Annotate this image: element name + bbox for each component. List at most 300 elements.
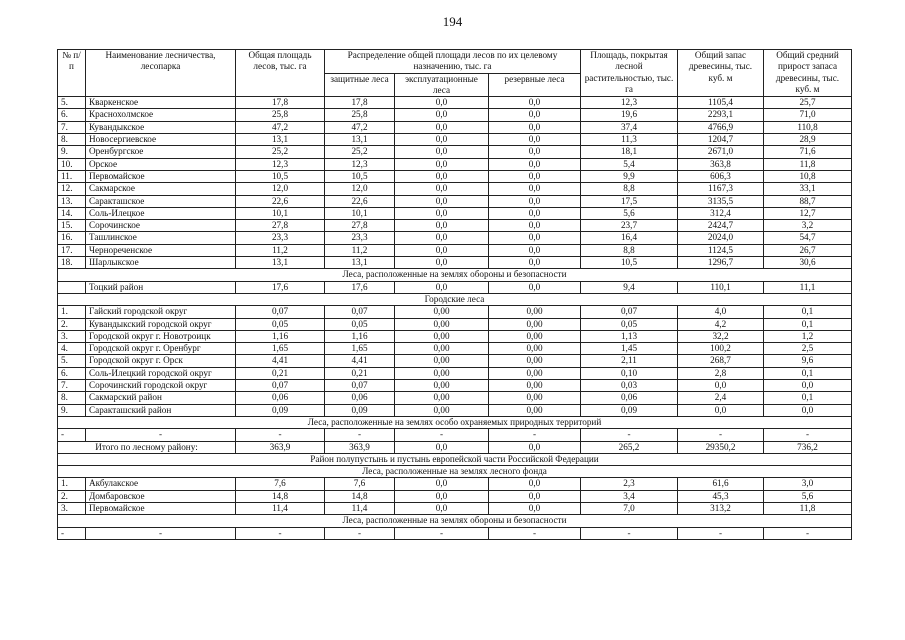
row-value: 25,7	[764, 97, 852, 109]
header-vegetation-area: Площадь, покрытая лесной растительностью, тыс. га	[581, 50, 678, 97]
table-row	[58, 97, 852, 109]
row-number: 14.	[58, 207, 86, 219]
row-value: 0,0	[489, 502, 581, 514]
row-number: 13.	[58, 195, 86, 207]
row-value: 0,0	[489, 146, 581, 158]
row-value: 0,0	[395, 183, 489, 195]
row-value: 363,8	[678, 158, 764, 170]
row-value: 0,0	[489, 170, 581, 182]
row-value: 0,00	[395, 330, 489, 342]
row-value: 1,13	[581, 330, 678, 342]
row-number: 18.	[58, 257, 86, 269]
row-name: Кваркенское	[86, 97, 236, 109]
table-row	[58, 183, 852, 195]
row-value: 10,5	[325, 170, 395, 182]
row-value: 25,2	[325, 146, 395, 158]
row-value: 0,07	[325, 380, 395, 392]
row-name: Соль-Илецкое	[86, 207, 236, 219]
row-value: 0,09	[325, 404, 395, 416]
row-number: -	[58, 429, 86, 441]
total-cell: 0,0	[395, 441, 489, 453]
section-row	[58, 293, 852, 305]
row-value: -	[678, 429, 764, 441]
row-value: 12,0	[236, 183, 325, 195]
row-name: Городской округ г. Оренбург	[86, 343, 236, 355]
row-value: 25,8	[236, 109, 325, 121]
row-value: 0,1	[764, 306, 852, 318]
row-value: 37,4	[581, 121, 678, 133]
row-value: 11,4	[236, 502, 325, 514]
row-value: 10,8	[764, 170, 852, 182]
row-value: 0,0	[489, 134, 581, 146]
row-value: 0,0	[395, 257, 489, 269]
table-row	[58, 429, 852, 441]
row-number: 9.	[58, 404, 86, 416]
row-value: 0,05	[581, 318, 678, 330]
row-number: 16.	[58, 232, 86, 244]
row-value: 0,1	[764, 367, 852, 379]
table-row	[58, 392, 852, 404]
row-value: 0,0	[395, 195, 489, 207]
row-value: 0,00	[395, 343, 489, 355]
row-value: 88,7	[764, 195, 852, 207]
row-number: 17.	[58, 244, 86, 256]
row-value: 10,5	[236, 170, 325, 182]
row-value: 0,00	[395, 367, 489, 379]
row-value: 61,6	[678, 478, 764, 490]
row-name: Сорочинский городской округ	[86, 380, 236, 392]
row-value: 0,00	[395, 306, 489, 318]
row-value: 8,8	[581, 244, 678, 256]
row-name: -	[86, 527, 236, 539]
row-value: 312,4	[678, 207, 764, 219]
header-distribution: Распределение общей площади лесов по их целевому назначению, тыс. га	[325, 50, 581, 74]
row-value: 0,1	[764, 318, 852, 330]
table-row	[58, 380, 852, 392]
row-value: 7,0	[581, 502, 678, 514]
table-row	[58, 490, 852, 502]
row-name: Кувандыкский городской округ	[86, 318, 236, 330]
row-value: 0,06	[236, 392, 325, 404]
table-row	[58, 343, 852, 355]
row-value: 9,9	[581, 170, 678, 182]
row-value: 0,0	[678, 404, 764, 416]
table-row	[58, 244, 852, 256]
row-name: Соль-Илецкий городской округ	[86, 367, 236, 379]
row-value: 268,7	[678, 355, 764, 367]
row-value: 110,1	[678, 281, 764, 293]
row-number: 15.	[58, 220, 86, 232]
table-row	[58, 527, 852, 539]
row-value: 0,0	[395, 502, 489, 514]
row-value: 1,65	[325, 343, 395, 355]
row-value: 17,8	[325, 97, 395, 109]
row-value: 23,7	[581, 220, 678, 232]
row-number: 9.	[58, 146, 86, 158]
row-value: 10,5	[581, 257, 678, 269]
row-value: 54,7	[764, 232, 852, 244]
row-value: 14,8	[325, 490, 395, 502]
row-value: 0,07	[236, 306, 325, 318]
table-row	[58, 404, 852, 416]
row-value: 0,06	[325, 392, 395, 404]
row-value: 12,0	[325, 183, 395, 195]
row-number: 12.	[58, 183, 86, 195]
header-no: № п/п	[58, 50, 86, 97]
row-value: -	[489, 429, 581, 441]
row-number: 4.	[58, 343, 86, 355]
row-value: 2,3	[581, 478, 678, 490]
row-name: Новосергиевское	[86, 134, 236, 146]
row-value: 4,41	[236, 355, 325, 367]
row-value: 0,0	[395, 478, 489, 490]
row-name: Гайский городской округ	[86, 306, 236, 318]
row-value: 13,1	[236, 134, 325, 146]
row-value: 0,0	[678, 380, 764, 392]
row-value: -	[581, 429, 678, 441]
row-value: 0,0	[395, 109, 489, 121]
total-cell: 0,0	[489, 441, 581, 453]
row-value: 47,2	[236, 121, 325, 133]
row-value: 0,0	[489, 121, 581, 133]
row-value: 17,6	[325, 281, 395, 293]
row-value: 3,2	[764, 220, 852, 232]
row-name: Сакмарское	[86, 183, 236, 195]
total-cell: 29350,2	[678, 441, 764, 453]
row-value: 0,0	[489, 195, 581, 207]
row-value: 1105,4	[678, 97, 764, 109]
row-name: Кувандыкское	[86, 121, 236, 133]
row-value: 1167,3	[678, 183, 764, 195]
row-value: 0,00	[489, 330, 581, 342]
row-name: Чернореченское	[86, 244, 236, 256]
row-value: 0,0	[395, 121, 489, 133]
row-name: Саракташский район	[86, 404, 236, 416]
row-value: 11,1	[764, 281, 852, 293]
row-number: -	[58, 527, 86, 539]
row-number: 6.	[58, 109, 86, 121]
row-value: 0,1	[764, 392, 852, 404]
row-value: 110,8	[764, 121, 852, 133]
row-name: Ташлинское	[86, 232, 236, 244]
row-value: 0,07	[581, 306, 678, 318]
table-row	[58, 502, 852, 514]
row-name: Сорочинское	[86, 220, 236, 232]
row-value: 47,2	[325, 121, 395, 133]
row-name: Саракташское	[86, 195, 236, 207]
header-avg-growth: Общий средний прирост запаса древесины, тыс. куб. м	[764, 50, 852, 97]
row-value: 0,00	[489, 343, 581, 355]
header-reserve: резервные леса	[489, 73, 581, 97]
row-value: 1,2	[764, 330, 852, 342]
row-value: 27,8	[325, 220, 395, 232]
row-value: 100,2	[678, 343, 764, 355]
table-row	[58, 170, 852, 182]
row-value: 0,0	[395, 281, 489, 293]
row-value: 2671,0	[678, 146, 764, 158]
row-value: 0,0	[489, 478, 581, 490]
row-value: 2293,1	[678, 109, 764, 121]
table-row	[58, 220, 852, 232]
row-value: 1,45	[581, 343, 678, 355]
row-value: 26,7	[764, 244, 852, 256]
row-number: 2.	[58, 318, 86, 330]
row-number: 10.	[58, 158, 86, 170]
row-value: 0,06	[581, 392, 678, 404]
row-value: 0,0	[489, 109, 581, 121]
row-name: Шарлыкское	[86, 257, 236, 269]
row-value: 0,21	[325, 367, 395, 379]
section-row	[58, 453, 852, 465]
row-value: 19,6	[581, 109, 678, 121]
row-value: 0,0	[395, 134, 489, 146]
row-value: 7,6	[325, 478, 395, 490]
row-value: -	[489, 527, 581, 539]
row-name: Акбулакское	[86, 478, 236, 490]
row-value: 1204,7	[678, 134, 764, 146]
row-value: -	[325, 429, 395, 441]
row-value: 0,00	[395, 318, 489, 330]
row-value: 12,3	[325, 158, 395, 170]
row-value: 2,4	[678, 392, 764, 404]
row-value: 0,00	[489, 318, 581, 330]
row-value: 0,0	[395, 207, 489, 219]
row-name: Орское	[86, 158, 236, 170]
row-value: 71,6	[764, 146, 852, 158]
row-value: 0,0	[489, 158, 581, 170]
table-row	[58, 367, 852, 379]
table-row	[58, 195, 852, 207]
row-value: 4,41	[325, 355, 395, 367]
row-value: 0,0	[395, 158, 489, 170]
row-name: Первомайское	[86, 170, 236, 182]
total-row	[58, 441, 852, 453]
row-value: 13,1	[236, 257, 325, 269]
row-value: 1124,5	[678, 244, 764, 256]
table-body	[58, 97, 852, 540]
row-number: 3.	[58, 330, 86, 342]
row-value: 0,0	[489, 232, 581, 244]
row-number: 7.	[58, 121, 86, 133]
row-value: 0,05	[236, 318, 325, 330]
header-protective: защитные леса	[325, 73, 395, 97]
row-value: 0,0	[395, 220, 489, 232]
section-title: Леса, расположенные на землях обороны и безопасности	[58, 269, 852, 281]
row-value: 0,0	[395, 244, 489, 256]
row-value: 25,2	[236, 146, 325, 158]
row-value: 7,6	[236, 478, 325, 490]
row-value: 22,6	[325, 195, 395, 207]
row-value: 30,6	[764, 257, 852, 269]
row-number: 5.	[58, 97, 86, 109]
row-value: 0,00	[489, 392, 581, 404]
row-number: 2.	[58, 490, 86, 502]
row-value: 0,07	[236, 380, 325, 392]
row-value: -	[325, 527, 395, 539]
row-name: Оренбургское	[86, 146, 236, 158]
row-value: 0,0	[395, 170, 489, 182]
row-number: 8.	[58, 134, 86, 146]
row-value: 2424,7	[678, 220, 764, 232]
row-value: 0,00	[489, 380, 581, 392]
section-row	[58, 269, 852, 281]
section-title: Леса, расположенные на землях особо охраняемых природных территорий	[58, 416, 852, 428]
row-value: 8,8	[581, 183, 678, 195]
row-value: -	[236, 429, 325, 441]
section-row	[58, 466, 852, 478]
row-value: 0,00	[395, 380, 489, 392]
total-label: Итого по лесному району:	[58, 441, 236, 453]
row-value: 1,65	[236, 343, 325, 355]
row-number: 3.	[58, 502, 86, 514]
row-value: 0,0	[395, 97, 489, 109]
row-value: 9,4	[581, 281, 678, 293]
row-value: 23,3	[325, 232, 395, 244]
row-number: 6.	[58, 367, 86, 379]
row-value: 0,0	[489, 183, 581, 195]
forest-area-table	[57, 49, 852, 540]
row-value: 11,2	[236, 244, 325, 256]
row-value: 14,8	[236, 490, 325, 502]
row-value: 3135,5	[678, 195, 764, 207]
table-row	[58, 146, 852, 158]
section-row	[58, 515, 852, 527]
row-value: 313,2	[678, 502, 764, 514]
row-value: 17,5	[581, 195, 678, 207]
row-value: -	[395, 527, 489, 539]
table-row	[58, 306, 852, 318]
table-row	[58, 134, 852, 146]
row-value: 23,3	[236, 232, 325, 244]
row-value: 606,3	[678, 170, 764, 182]
row-value: 0,0	[395, 232, 489, 244]
row-value: 0,00	[395, 404, 489, 416]
row-value: 11,4	[325, 502, 395, 514]
row-value: -	[581, 527, 678, 539]
row-value: 0,0	[489, 207, 581, 219]
row-value: 5,4	[581, 158, 678, 170]
row-value: 5,6	[764, 490, 852, 502]
row-value: 0,05	[325, 318, 395, 330]
row-value: -	[678, 527, 764, 539]
row-value: 12,3	[236, 158, 325, 170]
header-total-stock: Общий запас древесины, тыс. куб. м	[678, 50, 764, 97]
header-name: Наименование лесничества, лесопарка	[86, 50, 236, 97]
row-value: 71,0	[764, 109, 852, 121]
row-value: 0,00	[489, 355, 581, 367]
row-name: Домбаровское	[86, 490, 236, 502]
row-value: 0,0	[489, 490, 581, 502]
total-cell: 736,2	[764, 441, 852, 453]
row-value: 2,11	[581, 355, 678, 367]
table-row	[58, 281, 852, 293]
row-value: 13,1	[325, 257, 395, 269]
row-value: 0,0	[489, 257, 581, 269]
row-number: 11.	[58, 170, 86, 182]
row-value: 18,1	[581, 146, 678, 158]
table-row	[58, 330, 852, 342]
row-value: 0,10	[581, 367, 678, 379]
row-value: 0,09	[236, 404, 325, 416]
section-title: Район полупустынь и пустынь европейской части Российской Федерации	[58, 453, 852, 465]
row-value: 4766,9	[678, 121, 764, 133]
row-value: 13,1	[325, 134, 395, 146]
section-title: Городские леса	[58, 293, 852, 305]
row-value: 0,0	[489, 220, 581, 232]
row-value: 0,00	[489, 404, 581, 416]
row-value: 0,07	[325, 306, 395, 318]
row-value: 0,0	[489, 281, 581, 293]
total-cell: 265,2	[581, 441, 678, 453]
table-row	[58, 121, 852, 133]
section-title: Леса, расположенные на землях обороны и безопасности	[58, 515, 852, 527]
row-value: 3,4	[581, 490, 678, 502]
row-value: 11,3	[581, 134, 678, 146]
row-value: 0,0	[764, 404, 852, 416]
row-name: Сакмарский район	[86, 392, 236, 404]
row-name: Городской округ г. Орск	[86, 355, 236, 367]
row-value: 17,6	[236, 281, 325, 293]
table-row	[58, 207, 852, 219]
row-value: 4,2	[678, 318, 764, 330]
row-value: 2,5	[764, 343, 852, 355]
row-value: 10,1	[236, 207, 325, 219]
row-name: Городской округ г. Новотроицк	[86, 330, 236, 342]
row-value: 22,6	[236, 195, 325, 207]
row-value: 0,00	[395, 355, 489, 367]
table-row	[58, 232, 852, 244]
row-name: -	[86, 429, 236, 441]
row-value: 0,0	[489, 97, 581, 109]
row-value: 2,8	[678, 367, 764, 379]
row-name: Тоцкий район	[86, 281, 236, 293]
row-value: 0,00	[489, 367, 581, 379]
row-value: 0,09	[581, 404, 678, 416]
row-value: -	[764, 527, 852, 539]
row-name: Краснохолмское	[86, 109, 236, 121]
row-value: 0,21	[236, 367, 325, 379]
row-number	[58, 281, 86, 293]
total-cell: 363,9	[236, 441, 325, 453]
row-value: 27,8	[236, 220, 325, 232]
header-operational: эксплуатационные леса	[395, 73, 489, 97]
row-value: 3,0	[764, 478, 852, 490]
row-value: 12,3	[581, 97, 678, 109]
row-value: 25,8	[325, 109, 395, 121]
row-value: 11,8	[764, 502, 852, 514]
row-number: 7.	[58, 380, 86, 392]
header-total-area: Общая площадь лесов, тыс. га	[236, 50, 325, 97]
row-value: 0,0	[489, 244, 581, 256]
row-value: 45,3	[678, 490, 764, 502]
row-value: 2024,0	[678, 232, 764, 244]
row-value: 10,1	[325, 207, 395, 219]
row-value: 28,9	[764, 134, 852, 146]
row-value: 11,8	[764, 158, 852, 170]
table-row	[58, 109, 852, 121]
section-row	[58, 416, 852, 428]
row-value: 0,0	[395, 146, 489, 158]
section-title: Леса, расположенные на землях лесного фонда	[58, 466, 852, 478]
row-value: 32,2	[678, 330, 764, 342]
total-cell: 363,9	[325, 441, 395, 453]
row-value: -	[764, 429, 852, 441]
table-header	[58, 50, 852, 97]
row-value: 12,7	[764, 207, 852, 219]
row-value: 0,0	[395, 490, 489, 502]
row-value: 11,2	[325, 244, 395, 256]
row-value: 0,00	[395, 392, 489, 404]
